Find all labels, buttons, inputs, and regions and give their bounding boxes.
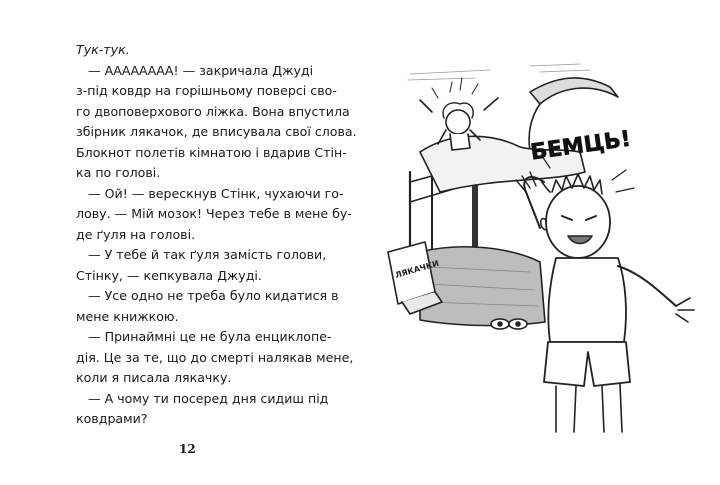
- text-line: — У тебе й так ґуля замість голови,: [88, 247, 327, 262]
- text-line: Тук-тук.: [76, 42, 130, 57]
- book-label: ЛЯКАЧКИ: [394, 258, 441, 280]
- svg-text:БЕМЦЬ!: БЕМЦЬ!: [529, 126, 633, 166]
- text-line: Стінку, — кепкувала Джуді.: [76, 267, 262, 283]
- text-line: Блокнот полетів кімнатою і вдарив Стін-: [76, 144, 347, 160]
- wall-hatching: [408, 64, 590, 80]
- page-number: 12: [179, 442, 196, 456]
- text-line: — Принаймні це не була енциклопе-: [88, 329, 332, 344]
- text-line: де ґуля на голові.: [76, 226, 196, 242]
- text-line: дія. Це за те, що до смерті налякав мене,: [76, 349, 354, 365]
- text-line: лову. — Мій мозок! Через тебе в мене бу-: [76, 206, 352, 221]
- text-line: — АААААААА! — закричала Джуді: [88, 62, 314, 78]
- text-line: коли я писала лякачку.: [76, 370, 232, 385]
- illustration: [380, 52, 710, 442]
- text-line: ковдрами?: [76, 411, 148, 426]
- motion-lines: [432, 78, 478, 98]
- text-line: — Ой! — верескнув Стінк, чухаючи го-: [88, 185, 344, 201]
- text-line: ка по голові.: [76, 165, 161, 180]
- text-line: — А чому ти посеред дня сидиш під: [88, 390, 329, 406]
- text-line: збірник лякачок, де вписувала свої слова.: [76, 124, 357, 139]
- text-column: [76, 40, 355, 430]
- slide: [530, 78, 618, 104]
- text-line: мене книжкою.: [76, 308, 179, 324]
- text-line: — Усе одно не треба було кидатися в: [88, 288, 339, 303]
- text-line: го двоповерхового ліжка. Вона впустила: [76, 103, 350, 119]
- text-line: з-під ковдр на горішньому поверсі сво-: [76, 83, 337, 98]
